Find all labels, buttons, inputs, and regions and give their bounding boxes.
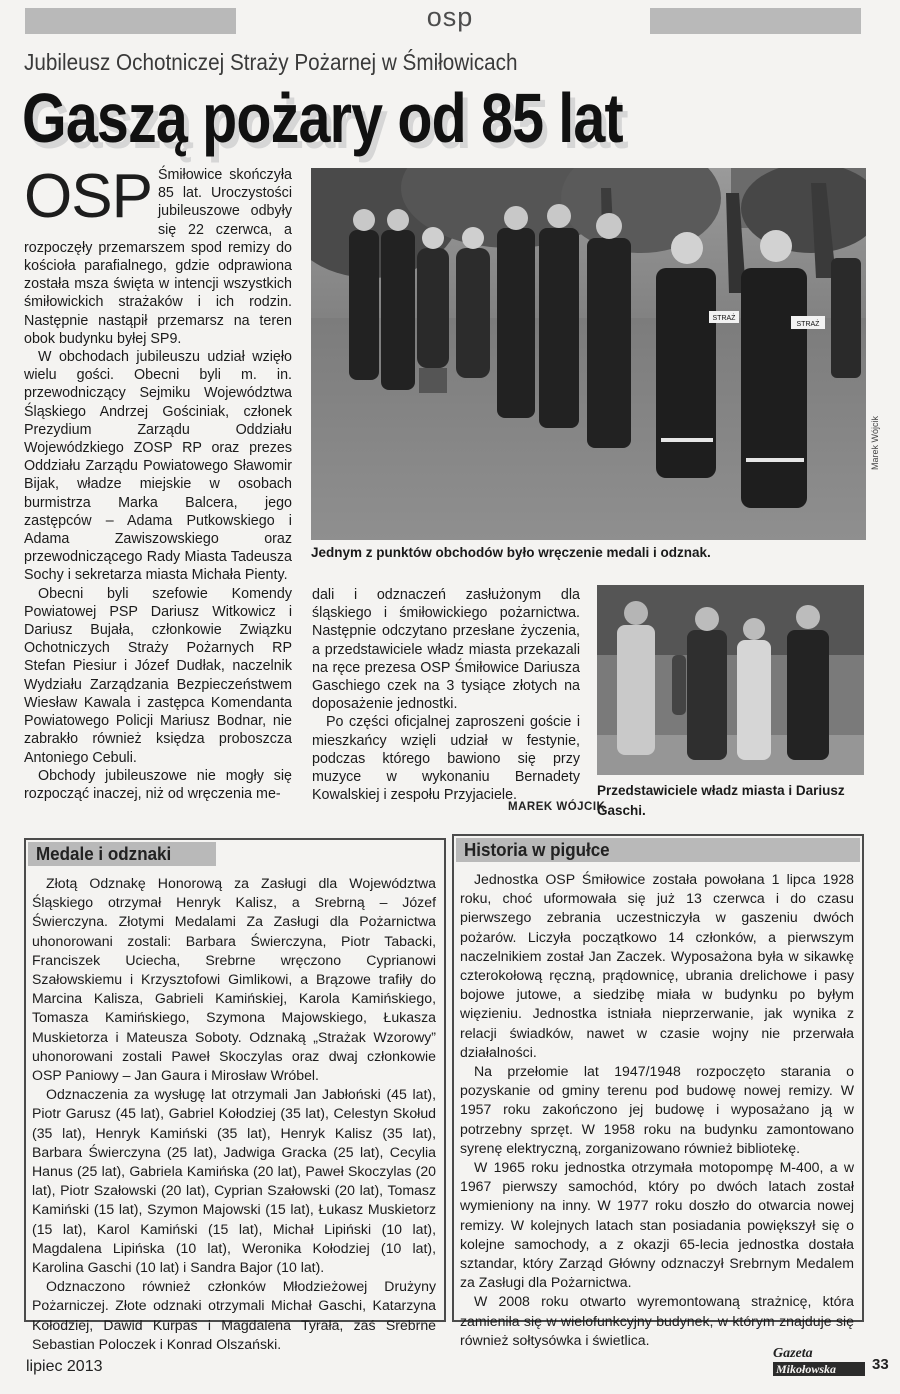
- box-body: [460, 870, 854, 1350]
- article-column-1: [24, 162, 292, 803]
- section-label: osp: [426, 2, 474, 32]
- header-bar-right: [650, 8, 861, 34]
- article-paragraph: Obecni byli szefowie Komendy Powiatowej PSP Dariusz Witkowicz i Dariusz Bujała, członkowie Związku Ochotniczych Straży Pożarnych RP Stefan Piesiur i Józef Dudłak, naczelnik Wydziału Zarządzania Bezpieczeństwem Wiesław Kawala i zastępca Komendanta Powiatowego Policji Mariusz Bodnar, nie zabrakło również księdza proboszcza Antoniego Cebuli.: [24, 585, 292, 766]
- box-paragraph: W 2008 roku otwarto wyremontowaną strażnicę, która zamieniła się w wielofunkcyjny budynek, w którym znajduje się również sołtysówka i świetlica.: [460, 1293, 854, 1348]
- box-paragraph: W 1965 roku jednostka otrzymała motopompę M-400, a w 1967 pierwszy samochód, który po dwóch latach został wymieniony na inny. W 1977 roku doszło do otwarcia nowej remizy. W kolejnych latach stan posiadania powiększył się o kolejne samochody, a z okazji 65-lecia jednostka dostała sztandar, który Zarząd Główny odznaczył Srebrnym Medalem za Zasługi dla Pożarnictwa.: [460, 1159, 854, 1291]
- second-photo-caption: Przedstawiciele władz miasta i Dariusz Gaschi.: [597, 783, 845, 818]
- page-number: 33: [872, 1356, 889, 1373]
- header-bar-left: [25, 8, 236, 34]
- sidebar-box-medals: [24, 838, 446, 1352]
- issue-date: lipiec 2013: [26, 1358, 103, 1375]
- badge-label: STRAŻ: [796, 321, 820, 328]
- main-photo-caption: Jednym z punktów obchodów było wręczenie medali i odznak.: [311, 545, 711, 560]
- box-paragraph: Złotą Odznakę Honorową za Zasługi dla Województwa Śląskiego otrzymał Henryk Kalisz, a Srebrną – Józef Świerczyna. Złotymi Medalami Za Zasługi dla Pożarnictwa uhonorowani zostali: Barbara Świerczyna, Piotr Tabacki, Franciszek Uciecha, Srebrne wręczono Cyprianowi Szałowskiemu i Krzysztofowi Gimlikowi, a Brązowe trafiły do Marcina Kalisza, Gabrieli Kamińskiej, Karola Kamińskiego, Tomasza Kamińskiego, Szymona Majowskiego, Łukasza Muskietorza i Mateusza Soboty. Odznaką „Strażak Wzorowy” uhonorowani zostali Paweł Skoczylas oraz dwaj członkowie OSP Paniowy – Jan Gaura i Mirosław Wróbel.: [32, 875, 436, 1084]
- author-byline: MAREK WÓJCIK: [508, 801, 606, 813]
- dropcap: OSP: [24, 162, 152, 231]
- box-paragraph: Na przełomie lat 1947/1948 rozpoczęto starania o pozyskanie od gminy terenu pod budowę nowej remizy. W 1957 roku zakończono jej budowę i wyposażano ją w potrzebny sprzęt. W 1958 roku na budynku zamontowano syrenę elektryczną, zorganizowano również bibliotekę.: [460, 1063, 854, 1156]
- box-paragraph: Jednostka OSP Śmiłowice została powołana 1 lipca 1928 roku, choć uformowała się już 13 czerwca i do czasu pierwszego zebrania uczestniczyła w gaszeniu dwóch pożarów. Liczyła początkowo 14 członków, a pierwszym naczelnikiem został Jan Zaczek. Wyposażona była w sikawkę czterokołową ręczną, prądownicę, ubrania drelichowe i pasy bojowe jutowe, a siedzibę miała w budynku po byłym więzieniu. Jednostka istniała nieprzerwanie, jak wynika z relacji świadków, nawet w czasie wojny nie przerwała działalności.: [460, 871, 854, 1060]
- second-photo: [597, 585, 864, 775]
- sidebar-box-history: [452, 834, 864, 1348]
- article-column-2: [312, 586, 580, 804]
- box-title: Medale i odznaki: [36, 843, 172, 864]
- article-paragraph: Po części oficjalnej zaproszeni goście i mieszkańcy wzięli udział w festynie, podczas którego bawiono się przy muzyce w wykonaniu Bernadety Kowalskiej i zespołu Przyjaciele.: [312, 714, 580, 804]
- main-photo: [311, 168, 866, 540]
- article-paragraph: OSP Śmiłowice skończyła 85 lat. Uroczystości jubileuszowe odbyły się 22 czerwca, a rozpoczęły przemarszem spod remizy do kościoła parafialnego, gdzie odprawiona została msza święta w intencji wszystkich śmiłowickich strażaków i ich rodzin. Następnie nastąpił przemarsz na teren obok budynku byłej SP9.: [24, 162, 292, 347]
- box-title: Historia w pigułce: [464, 839, 610, 860]
- box-title-bar: [28, 842, 216, 866]
- box-paragraph: Odznaczono również członków Młodzieżowej Drużyny Pożarniczej. Złote odznaki otrzymali Michał Gaschi, Katarzyna Kołodziej, Dawid Kurpas i Magdalena Tyrała, zaś Srebrne Sebastian Poloczek i Konrad Olszański.: [32, 1278, 436, 1352]
- box-body: [32, 874, 436, 1354]
- article-subtitle: Jubileusz Ochotniczej Straży Pożarnej w Śmiłowicach: [24, 49, 518, 75]
- box-title-bar: [456, 838, 860, 862]
- badge-label: STRAŻ: [712, 315, 736, 322]
- article-headline: Gaszą pożary od 85 lat: [22, 79, 623, 157]
- article-paragraph: W obchodach jubileuszu udział wzięło wielu gości. Obecni byli m. in. przewodniczący Sejmiku Województwa Śląskiego Andrzej Gościniak, członek Prezydium Zarządu Oddziału Wojewódzkiego ZOSP RP oraz prezes Oddziału Zarządu Powiatowego Sławomir Bijak, władze miejskie w osobach burmistrza Marka Balcera, jego zastępców – Adama Putkowskiego i Adama Zawiszowskiego oraz przewodniczącego Rady Miasta Tadeusza Sochy i sekretarza miasta Michała Pienty.: [24, 349, 292, 584]
- photo-credit: Marek Wójcik: [870, 415, 880, 470]
- logo-line-2: Mikołowska: [773, 1362, 865, 1376]
- article-paragraph: dali i odznaczeń zasłużonym dla śląskiego i śmiłowickiego pożarnictwa. Następnie odczytano przesłane życzenia, a przedstawiciele władz miasta przekazali na ręce prezesa OSP Śmiłowice Dariusza Gaschiego czek na 3 tysiące złotych na doposażenie jednostki.: [312, 587, 580, 713]
- publication-logo: [773, 1348, 865, 1378]
- article-paragraph: Obchody jubileuszowe nie mogły się rozpocząć inaczej, niż od wręczenia me-: [24, 767, 292, 802]
- logo-line-1: Gazeta: [773, 1346, 813, 1361]
- box-paragraph: Odznaczenia za wysługę lat otrzymali Jan Jabłoński (45 lat), Piotr Garusz (45 lat), Gabriel Kołodziej (35 lat), Celestyn Skołud (35 lat), Henryk Kamiński (35 lat), Henryk Kalisz (35 lat), Barbara Świerczyna (25 lat), Jadwiga Gracka (25 lat), Cecylia Hanus (25 lat), Gabriela Kamińska (20 lat), Paweł Skoczylas (20 lat), Piotr Szałowski (20 lat), Cyprian Szałowski (20 lat), Tomasz Kamiński (15 lat), Szymon Majowski (15 lat), Łukasz Muskietorz (15 lat), Karol Kamiński (15 lat), Michał Lipiński (10 lat), Magdalena Lipińska (10 lat), Weronika Kołodziej (10 lat), Karolina Gaschi (10 lat) i Sandra Bajor (10 lat).: [32, 1086, 436, 1276]
